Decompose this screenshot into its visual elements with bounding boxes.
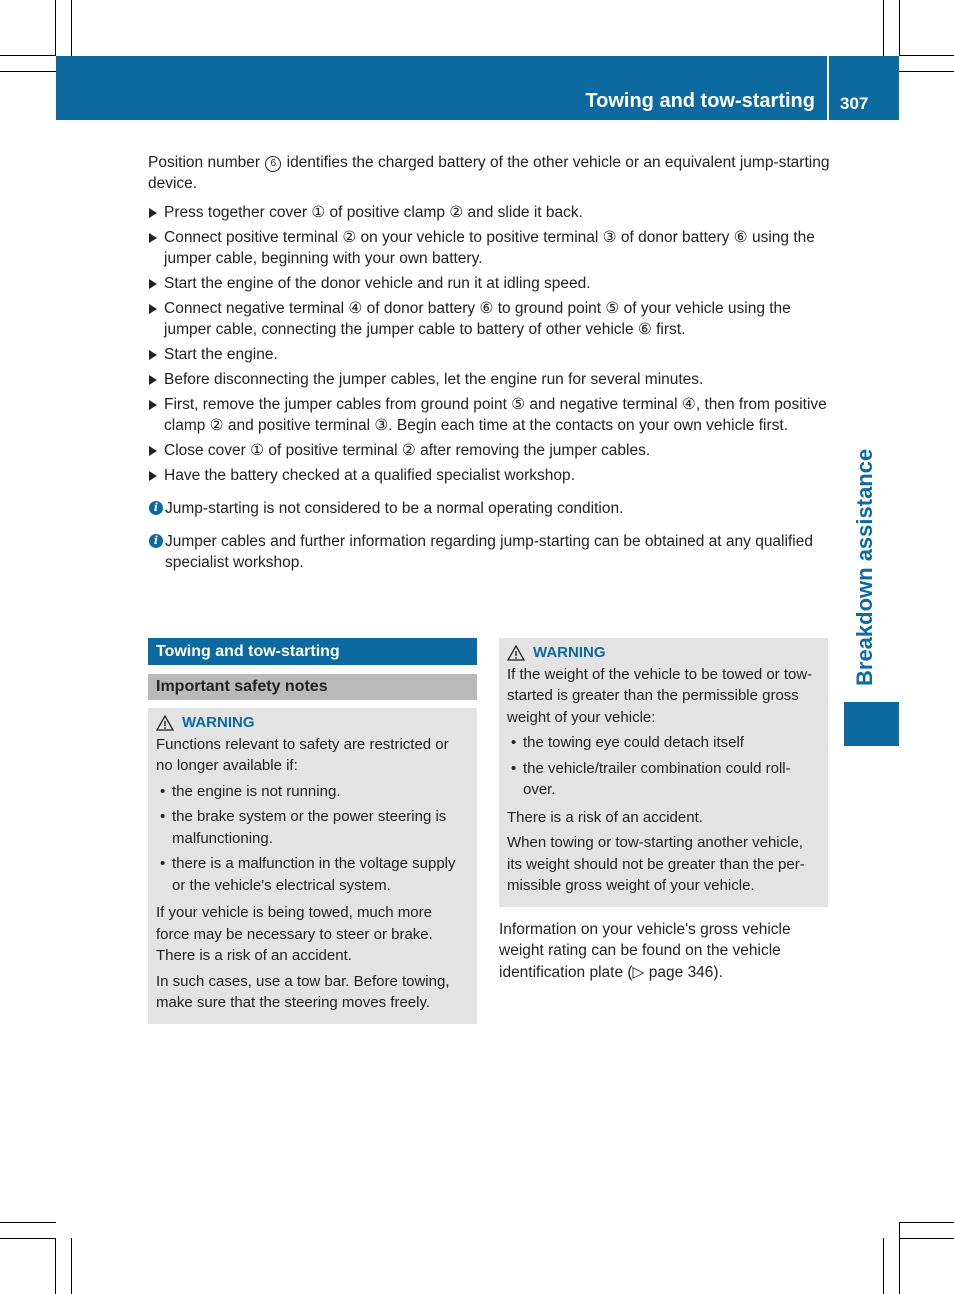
warning-triangle-icon xyxy=(507,645,525,661)
step-text: using the jumper cable, beginning with your own battery. xyxy=(164,229,815,267)
step-text: of your vehicle using the jumper cable, connecting the jumper cable to battery of other vehicle xyxy=(164,300,791,338)
triangle-bullet-icon xyxy=(149,279,157,289)
position-marker: ⑥ xyxy=(479,300,494,317)
instruction-step xyxy=(148,465,830,486)
triangle-bullet-icon xyxy=(149,446,157,456)
step-text: First, remove the jumper cables from ground point xyxy=(164,396,512,413)
step-text: Have the battery checked at a qualified specialist workshop. xyxy=(164,467,575,484)
crop-mark xyxy=(71,1238,72,1294)
step-text: Connect negative terminal xyxy=(164,300,349,317)
header-divider xyxy=(827,56,829,120)
position-marker: ② xyxy=(401,442,416,459)
crop-mark xyxy=(55,1238,56,1294)
warning-intro: Functions relevant to safety are restricted or no longer available if: xyxy=(156,735,449,774)
info-note xyxy=(148,531,830,573)
list-item: • the vehicle/trailer combination could roll-over. xyxy=(507,758,820,801)
step-text: . Begin each time at the contacts on your own vehicle first. xyxy=(388,417,789,434)
instruction-step xyxy=(148,440,830,461)
warning-triangle-icon xyxy=(156,715,174,731)
warning-bullets xyxy=(507,732,820,801)
instruction-step xyxy=(148,273,830,294)
info-text: Jumper cables and further information regarding jump-starting can be obtained at any qualified specialist workshop. xyxy=(165,533,813,571)
crop-mark xyxy=(0,1238,56,1239)
position-marker: ④ xyxy=(681,396,696,413)
subsection-heading: Important safety notes xyxy=(148,674,477,700)
list-item: • there is a malfunction in the voltage supply or the vehicle's electrical system. xyxy=(156,853,469,896)
step-text: Start the engine. xyxy=(164,346,278,363)
warning-header xyxy=(156,712,469,734)
info-icon: i xyxy=(149,534,163,548)
info-text: Jump-starting is not considered to be a normal operating condition. xyxy=(165,500,624,517)
instruction-step xyxy=(148,369,830,390)
right-column xyxy=(499,638,828,983)
triangle-bullet-icon xyxy=(149,375,157,385)
list-item: • the towing eye could detach itself xyxy=(507,732,820,754)
instruction-step xyxy=(148,202,830,223)
warning-paragraph: In such cases, use a tow bar. Before towing, make sure that the steering moves freely. xyxy=(156,972,450,1011)
step-text: Start the engine of the donor vehicle and run it at idling speed. xyxy=(164,275,591,292)
position-marker: ② xyxy=(209,417,224,434)
step-text: to ground point xyxy=(493,300,606,317)
position-marker: ① xyxy=(311,204,326,221)
page-title: Towing and tow-starting xyxy=(585,90,815,112)
step-text: of donor battery xyxy=(616,229,734,246)
page-number: 307 xyxy=(840,94,869,113)
warning-box xyxy=(499,638,828,907)
section-tab-marker xyxy=(844,702,899,746)
position-marker: ⑤ xyxy=(511,396,526,413)
position-marker: ⑥ xyxy=(733,229,748,246)
step-text: Connect positive terminal xyxy=(164,229,343,246)
page-header xyxy=(56,56,899,120)
warning-header xyxy=(507,642,820,664)
step-text: first. xyxy=(651,321,686,338)
warning-box xyxy=(148,708,477,1024)
crop-mark xyxy=(883,0,884,56)
position-marker: ⑥ xyxy=(637,321,652,338)
position-marker: ③ xyxy=(602,229,617,246)
intro-text: identifies the charged battery of the other vehicle or an equivalent jump-starting device. xyxy=(148,154,830,192)
position-marker: 6 xyxy=(265,156,281,172)
step-text: Close cover xyxy=(164,442,251,459)
instruction-step xyxy=(148,394,830,436)
main-content xyxy=(148,152,830,573)
reference-paragraph: Information on your vehicle's gross vehicle weight rating can be found on the vehicle identification plate (▷ page 346). xyxy=(499,920,791,981)
crop-mark xyxy=(899,55,954,56)
step-text: on your vehicle to positive terminal xyxy=(356,229,603,246)
info-note xyxy=(148,498,830,519)
crop-mark xyxy=(883,1238,884,1294)
intro-text: Position number xyxy=(148,154,265,171)
step-text: of positive terminal xyxy=(264,442,402,459)
position-marker: ④ xyxy=(348,300,363,317)
step-text: and positive terminal xyxy=(223,417,375,434)
step-text: , then from positive clamp xyxy=(164,396,827,434)
triangle-bullet-icon xyxy=(149,304,157,314)
triangle-bullet-icon xyxy=(149,350,157,360)
warning-paragraph: There is a risk of an accident. xyxy=(507,808,703,826)
position-marker: ⑤ xyxy=(605,300,620,317)
triangle-bullet-icon xyxy=(149,208,157,218)
step-text: and negative terminal xyxy=(525,396,682,413)
crop-mark xyxy=(0,71,56,72)
step-text: Before disconnecting the jumper cables, let the engine run for several minutes. xyxy=(164,371,704,388)
warning-bullets xyxy=(156,781,469,897)
crop-mark xyxy=(899,1222,900,1294)
crop-mark xyxy=(71,0,72,56)
left-column xyxy=(148,638,477,1024)
intro-paragraph xyxy=(148,152,830,194)
section-tab-label: Breakdown assistance xyxy=(852,448,877,686)
crop-mark xyxy=(0,55,56,56)
warning-intro: If the weight of the vehicle to be towed or tow-started is greater than the permissible gross weight of your vehicle: xyxy=(507,665,813,726)
warning-label: WARNING xyxy=(182,714,255,731)
warning-paragraph: When towing or tow-starting another vehicle, its weight should not be greater than the per-missible gross weight of your vehicle. xyxy=(507,834,805,894)
triangle-bullet-icon xyxy=(149,400,157,410)
position-marker: ③ xyxy=(374,417,389,434)
warning-paragraph: If your vehicle is being towed, much more force may be necessary to steer or brake. There is a risk of an accident. xyxy=(156,904,433,964)
crop-mark xyxy=(0,1222,56,1223)
step-text: Press together cover xyxy=(164,204,312,221)
step-text: of donor battery xyxy=(362,300,480,317)
list-item: • the brake system or the power steering is malfunctioning. xyxy=(156,806,469,849)
instruction-step xyxy=(148,344,830,365)
step-text: after removing the jumper cables. xyxy=(415,442,651,459)
step-text: and slide it back. xyxy=(463,204,583,221)
position-marker: ② xyxy=(449,204,464,221)
crop-mark xyxy=(55,0,56,56)
instruction-step xyxy=(148,227,830,269)
section-heading: Towing and tow-starting xyxy=(148,638,477,665)
triangle-bullet-icon xyxy=(149,233,157,243)
step-text: of positive clamp xyxy=(325,204,450,221)
list-item: • the engine is not running. xyxy=(156,781,469,803)
crop-mark xyxy=(899,1238,954,1239)
instruction-step xyxy=(148,298,830,340)
position-marker: ② xyxy=(342,229,357,246)
instruction-list xyxy=(148,202,830,486)
crop-mark xyxy=(899,1222,954,1223)
warning-label: WARNING xyxy=(533,644,606,661)
crop-mark xyxy=(899,0,900,56)
triangle-bullet-icon xyxy=(149,471,157,481)
position-marker: ① xyxy=(250,442,265,459)
crop-mark xyxy=(899,71,954,72)
info-icon: i xyxy=(149,501,163,515)
